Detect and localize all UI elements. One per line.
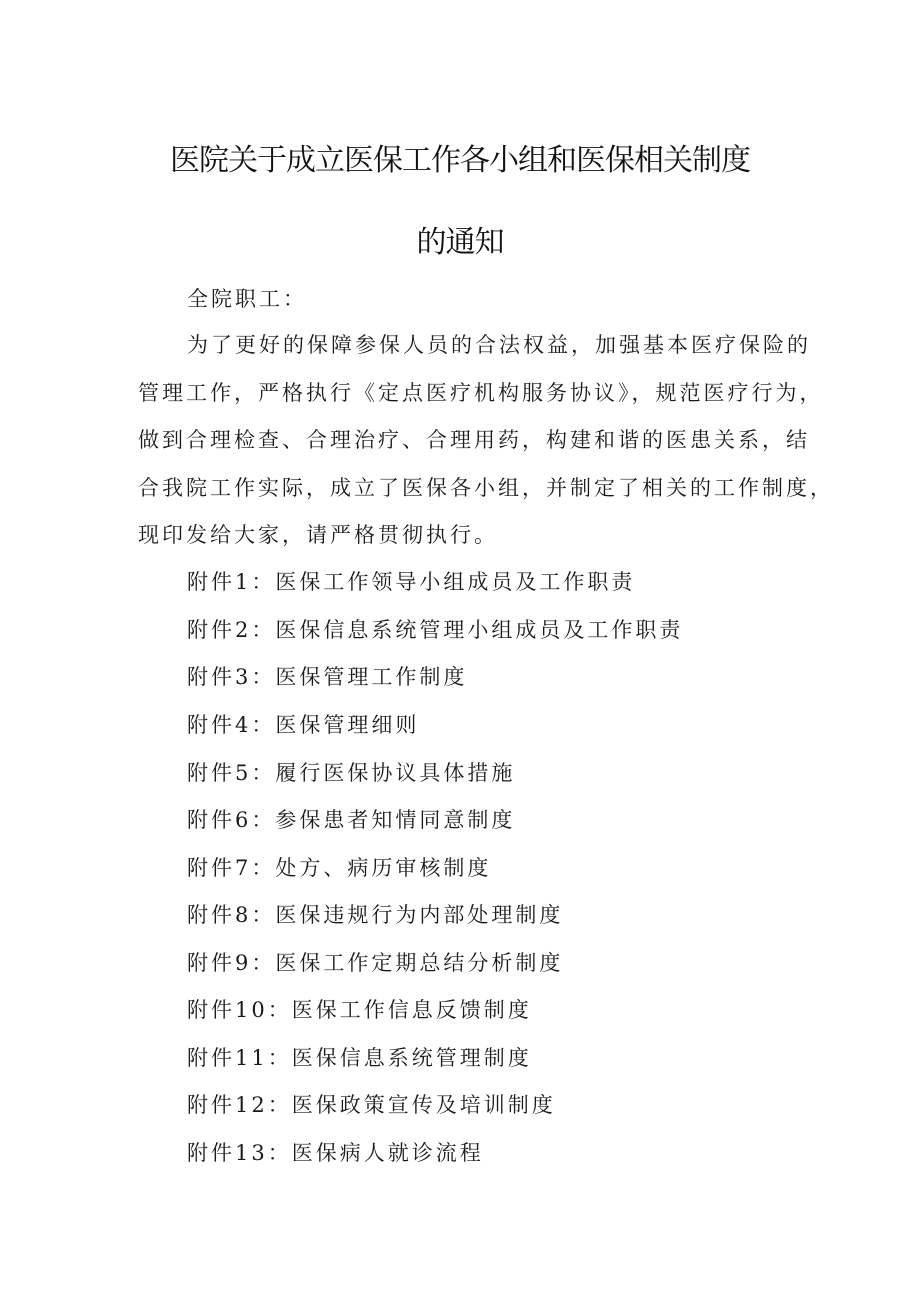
paragraph-line: 现印发给大家，请严格贯彻执行。 xyxy=(138,523,498,547)
attachment-item: 附件3：医保管理工作制度 xyxy=(187,665,468,689)
document-title-line-1: 医院关于成立医保工作各小组和医保相关制度 xyxy=(170,143,750,178)
attachment-item: 附件6：参保患者知情同意制度 xyxy=(187,808,516,832)
attachment-item: 附件10：医保工作信息反馈制度 xyxy=(187,998,532,1022)
attachment-item: 附件13：医保病人就诊流程 xyxy=(187,1141,484,1165)
attachment-item: 附件5：履行医保协议具体措施 xyxy=(187,761,516,785)
salutation: 全院职工： xyxy=(187,287,307,311)
paragraph-line: 做到合理检查、合理治疗、合理用药，构建和谐的医患关系，结 xyxy=(138,428,810,452)
attachment-item: 附件4：医保管理细则 xyxy=(187,713,420,737)
attachment-item: 附件9：医保工作定期总结分析制度 xyxy=(187,951,564,975)
paragraph-line: 合我院工作实际，成立了医保各小组，并制定了相关的工作制度， xyxy=(138,476,834,500)
paragraph-line: 为了更好的保障参保人员的合法权益，加强基本医疗保险的 xyxy=(187,333,811,357)
attachment-item: 附件12：医保政策宣传及培训制度 xyxy=(187,1093,556,1117)
attachment-item: 附件7：处方、病历审核制度 xyxy=(187,856,492,880)
attachment-item: 附件1：医保工作领导小组成员及工作职责 xyxy=(187,570,636,594)
attachment-item: 附件2：医保信息系统管理小组成员及工作职责 xyxy=(187,618,684,642)
attachment-item: 附件11：医保信息系统管理制度 xyxy=(187,1046,532,1070)
document-title-line-2: 的通知 xyxy=(416,225,504,260)
attachment-item: 附件8：医保违规行为内部处理制度 xyxy=(187,903,564,927)
paragraph-line: 管理工作，严格执行《定点医疗机构服务协议》，规范医疗行为， xyxy=(138,381,824,405)
